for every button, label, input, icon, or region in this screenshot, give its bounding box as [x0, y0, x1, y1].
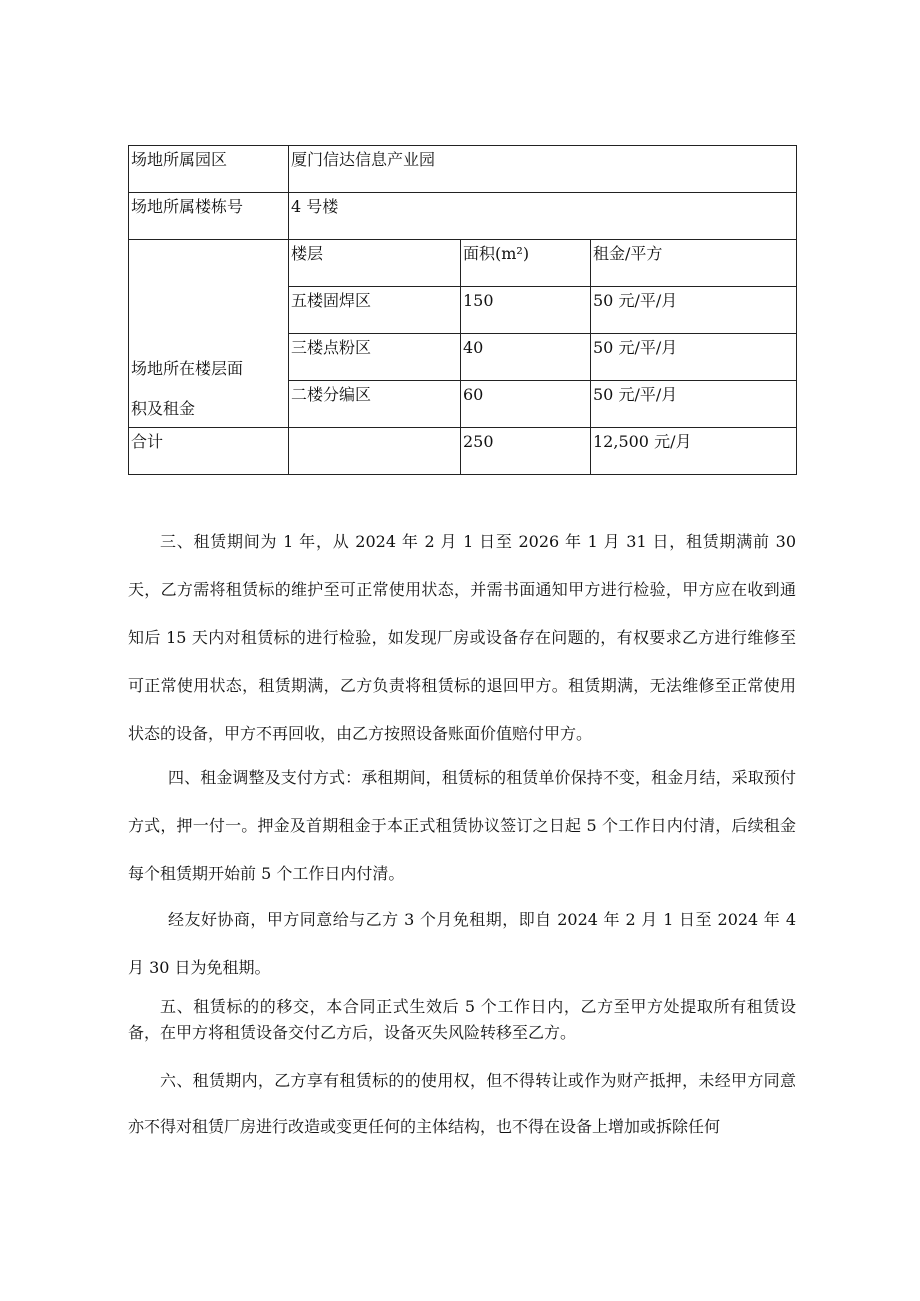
- building-value: 4 号楼: [289, 193, 797, 240]
- floor-cell: 三楼点粉区: [289, 334, 461, 381]
- rent-cell: 50 元/平/月: [591, 334, 797, 381]
- table-row-park: [129, 146, 797, 193]
- clause-3-lease-term: 三、租赁期间为 1 年，从 2024 年 2 月 1 日至 2026 年 1 月 31 日，租赁期满前 30 天，乙方需将租赁标的维护至可正常使用状态，并需书面通知甲方进行检验，甲方应在收到通知后 15 天内对租赁标的进行检验，如发现厂房或设备存在问题的，有权要求乙方进行维修至可正常使用状态，租赁期满，乙方负责将租赁标的退回甲方。租赁期满，无法维修至正常使用状态的设备，甲方不再回收，由乙方按照设备账面价值赔付甲方。: [128, 532, 796, 743]
- clause-6-usage: 六、租赁期内，乙方享有租赁标的的使用权，但不得转让或作为财产抵押，未经甲方同意亦不得对租赁厂房进行改造或变更任何的主体结构，也不得在设备上增加或拆除任何: [128, 1071, 796, 1136]
- rent-free-period: 经友好协商，甲方同意给与乙方 3 个月免租期，即自 2024 年 2 月 1 日至 2024 年 4 月 30 日为免租期。: [128, 910, 796, 977]
- park-value: 厦门信达信息产业园: [289, 146, 797, 193]
- total-label: 合计: [129, 428, 289, 475]
- total-area: 250: [461, 428, 591, 475]
- rent-cell: 50 元/平/月: [591, 381, 797, 428]
- area-cell: 60: [461, 381, 591, 428]
- rental-info-table: [128, 145, 797, 475]
- floor-area-rent-label: [131, 349, 281, 429]
- clause-5-handover: 五、租赁标的的移交，本合同正式生效后 5 个工作日内，乙方至甲方处提取所有租赁设备，在甲方将租赁设备交付乙方后，设备灭失风险转移至乙方。: [128, 997, 796, 1042]
- total-floor: [289, 428, 461, 475]
- header-area: 面积(m²): [461, 240, 591, 287]
- table-row-header: [129, 240, 797, 287]
- total-rent: 12,500 元/月: [591, 428, 797, 475]
- building-label: 场地所属楼栋号: [129, 193, 289, 240]
- floor-cell: 二楼分编区: [289, 381, 461, 428]
- floor-label-line2: 积及租金: [131, 399, 196, 418]
- floor-cell: 五楼固焊区: [289, 287, 461, 334]
- area-cell: 40: [461, 334, 591, 381]
- floor-label-line1: 场地所在楼层面: [131, 359, 244, 378]
- floor-area-rent-label-cell: [129, 240, 289, 428]
- header-rent: 租金/平方: [591, 240, 797, 287]
- header-floor: 楼层: [289, 240, 461, 287]
- park-label: 场地所属园区: [129, 146, 289, 193]
- area-cell: 150: [461, 287, 591, 334]
- clause-4-payment: 四、租金调整及支付方式：承租期间，租赁标的租赁单价保持不变，租金月结，采取预付方式，押一付一。押金及首期租金于本正式租赁协议签订之日起 5 个工作日内付清，后续租金每个租赁期开始前 5 个工作日内付清。: [128, 768, 796, 883]
- rent-cell: 50 元/平/月: [591, 287, 797, 334]
- table-row-total: [129, 428, 797, 475]
- table-row-building: [129, 193, 797, 240]
